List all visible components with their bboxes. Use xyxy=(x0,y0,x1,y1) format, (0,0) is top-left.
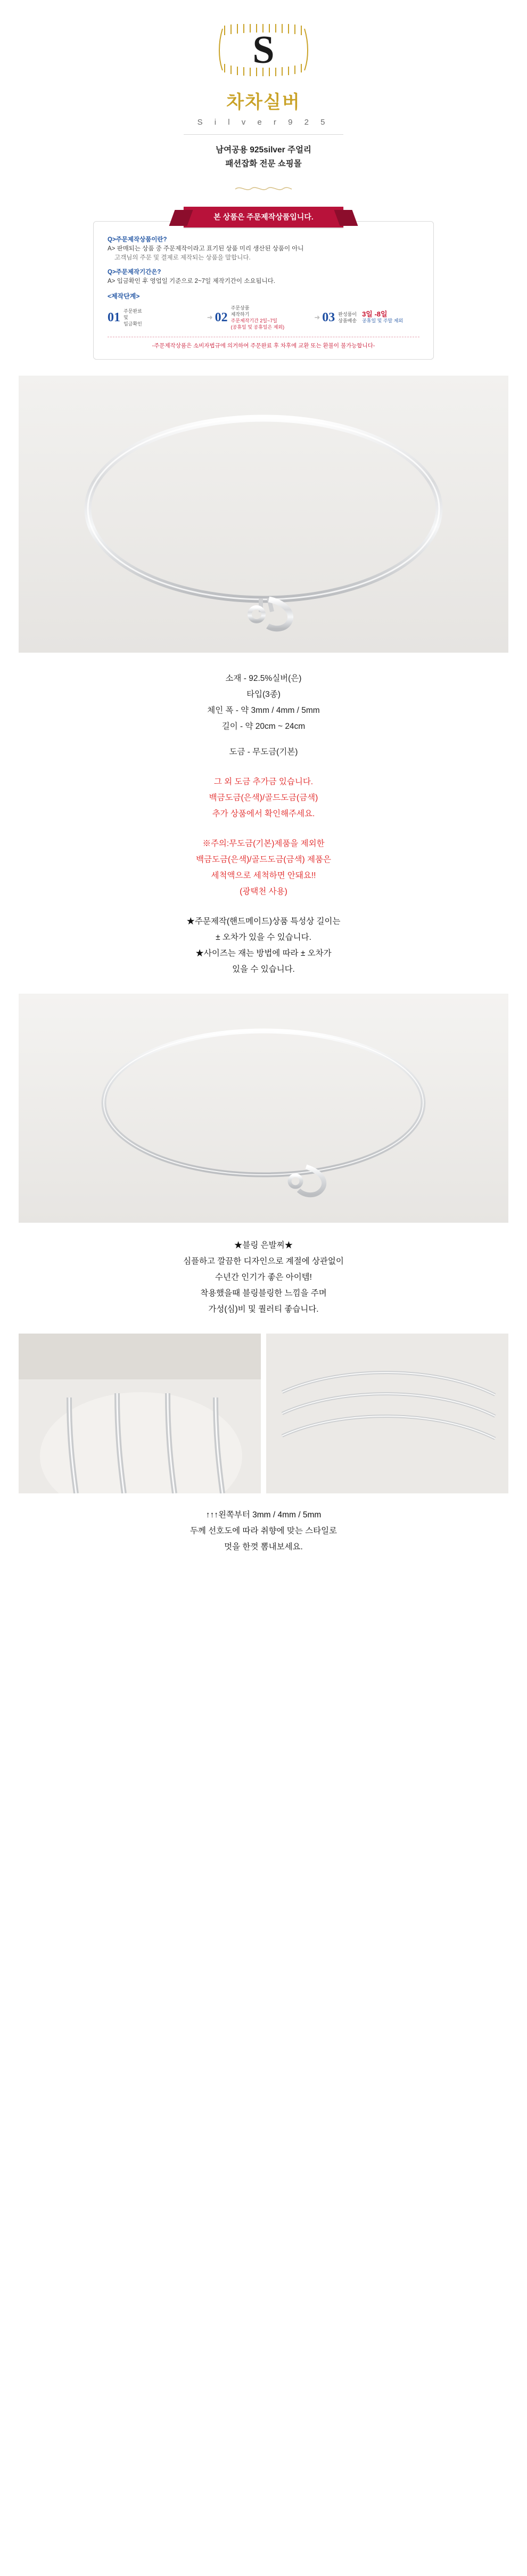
tolerance-line-4: 있을 수 있습니다. xyxy=(232,965,295,974)
step-item xyxy=(108,308,205,327)
steps-title: <제작단계> xyxy=(108,292,140,300)
step-line: 완성품이 xyxy=(338,312,357,317)
product-photo-row xyxy=(19,1334,508,1493)
notice-box xyxy=(93,221,434,360)
notice-disclaimer: -주문제작상품은 소비자법규에 의거하여 주문완료 후 차후에 교환 또는 환불이 불가능합니다- xyxy=(108,337,419,350)
brand-divider xyxy=(184,134,343,135)
warning-line-2: 백금도금(은색)/골드도금(금색) 제품은 xyxy=(196,855,331,864)
step-number: 02 xyxy=(215,311,228,324)
product-photo-left xyxy=(19,1334,261,1493)
brand-name-en: S i l v e r 9 2 5 xyxy=(197,118,330,127)
necklace-illustration xyxy=(19,376,508,653)
faq-item xyxy=(108,235,419,263)
brand-logo xyxy=(213,21,314,80)
spec-length: 길이 - 약 20cm ~ 24cm xyxy=(221,722,306,731)
step-duration-note: 공휴일 및 주말 제외 xyxy=(362,318,404,323)
warning-line-3: 세척액으로 세척하면 안돼요!! xyxy=(211,871,316,880)
product-spec xyxy=(0,671,527,760)
photo-footer-note xyxy=(0,1507,527,1555)
product-photo-right xyxy=(266,1334,508,1493)
step-number: 03 xyxy=(322,311,335,324)
faq-question: Q>주문제작상품이란? xyxy=(108,237,167,243)
page-header xyxy=(0,0,527,195)
step-line: 주문상품 xyxy=(230,305,250,311)
care-warning-note xyxy=(0,836,527,900)
tagline-line-1: 남여공용 925silver 주얼리 xyxy=(216,145,311,155)
extra-charge-line-3: 추가 상품에서 확인해주세요. xyxy=(212,809,315,818)
spec-width: 체인 폭 - 약 3mm / 4mm / 5mm xyxy=(207,706,320,715)
necklace-illustration-2 xyxy=(19,994,508,1223)
product-photo-main xyxy=(19,376,508,653)
description-line-2: 수년간 인기가 좋은 아이템! xyxy=(215,1273,312,1282)
step-number: 01 xyxy=(108,311,120,324)
warning-line-4: (광택천 사용) xyxy=(240,887,287,896)
product-photo-secondary xyxy=(19,994,508,1223)
step-line-highlight: (공휴일 및 공휴일은 제외) xyxy=(230,324,285,330)
wrist-display-illustration xyxy=(19,1334,261,1493)
faq-answer: A> 입금확인 후 영업일 기준으로 2~7일 제작기간이 소요됩니다. xyxy=(108,278,275,285)
custom-order-notice xyxy=(93,207,434,360)
tolerance-note xyxy=(0,914,527,978)
step-arrow-icon: ➜ xyxy=(207,313,213,321)
spec-plating: 도금 - 무도금(기본) xyxy=(229,747,298,757)
chain-thickness-illustration xyxy=(266,1334,508,1493)
step-item xyxy=(322,311,419,324)
spec-type: 타입(3종) xyxy=(246,690,281,699)
faq-item xyxy=(108,268,419,286)
logo-letter: S xyxy=(252,28,275,72)
footer-line-1: ↑↑↑왼쪽부터 3mm / 4mm / 5mm xyxy=(205,1510,322,1519)
step-line: 제작하기 xyxy=(230,312,250,317)
footer-line-3: 멋을 한껏 뽐내보세요. xyxy=(224,1542,303,1551)
step-line: 입금확인 xyxy=(123,321,142,327)
extra-charge-note xyxy=(0,774,527,822)
extra-charge-line-2: 백금도금(은색)/골드도금(금색) xyxy=(209,793,318,802)
notice-ribbon-label: 본 상품은 주문제작상품입니다. xyxy=(184,207,343,227)
step-item xyxy=(215,305,312,330)
description-line-3: 착용했을때 블링블링한 느낌을 주며 xyxy=(200,1289,327,1298)
step-line: 및 xyxy=(123,315,128,320)
brand-name-ko: 차차실버 xyxy=(226,92,301,112)
tolerance-line-1: ★주문제작(핸드메이드)상품 특성상 길이는 xyxy=(186,917,341,926)
step-line-highlight: 주문제작기간 2일~7일 xyxy=(230,318,277,323)
tolerance-line-3: ★사이즈는 재는 방법에 따라 ± 오차가 xyxy=(195,949,332,958)
tolerance-line-2: ± 오차가 있을 수 있습니다. xyxy=(216,933,311,942)
footer-line-2: 두께 선호도에 따라 취향에 맞는 스타일로 xyxy=(190,1526,337,1535)
step-arrow-icon: ➜ xyxy=(314,313,320,321)
description-title: ★블링 은발찌★ xyxy=(234,1241,293,1250)
production-steps xyxy=(108,305,419,330)
spec-material: 소재 - 92.5%실버(은) xyxy=(225,674,302,683)
description-line-1: 심플하고 깔끔한 디자인으로 계절에 상관없이 xyxy=(183,1257,344,1266)
step-duration: 3일 -8일 xyxy=(362,310,388,318)
warning-line-1: ※주의:무도금(기본)제품을 제외한 xyxy=(202,839,325,848)
product-description xyxy=(0,1238,527,1318)
step-line: 상품배송 xyxy=(338,318,357,323)
squiggle-divider-icon xyxy=(234,185,293,192)
description-line-4: 가성(심)비 및 퀄러티 좋습니다. xyxy=(208,1305,319,1314)
extra-charge-line-1: 그 외 도금 추가금 있습니다. xyxy=(213,777,314,786)
step-line: 주문완료 xyxy=(123,308,142,314)
faq-answer-sub: 고객님의 주문 및 결제로 제작되는 상품을 말합니다. xyxy=(114,255,251,261)
faq-answer: A> 판매되는 상품 중 주문제작이라고 표기된 상품 미리 생산된 상품이 아니 xyxy=(108,246,304,252)
faq-question: Q>주문제작기간은? xyxy=(108,269,161,275)
tagline-line-2: 패션잡화 전문 쇼핑몰 xyxy=(225,159,302,168)
